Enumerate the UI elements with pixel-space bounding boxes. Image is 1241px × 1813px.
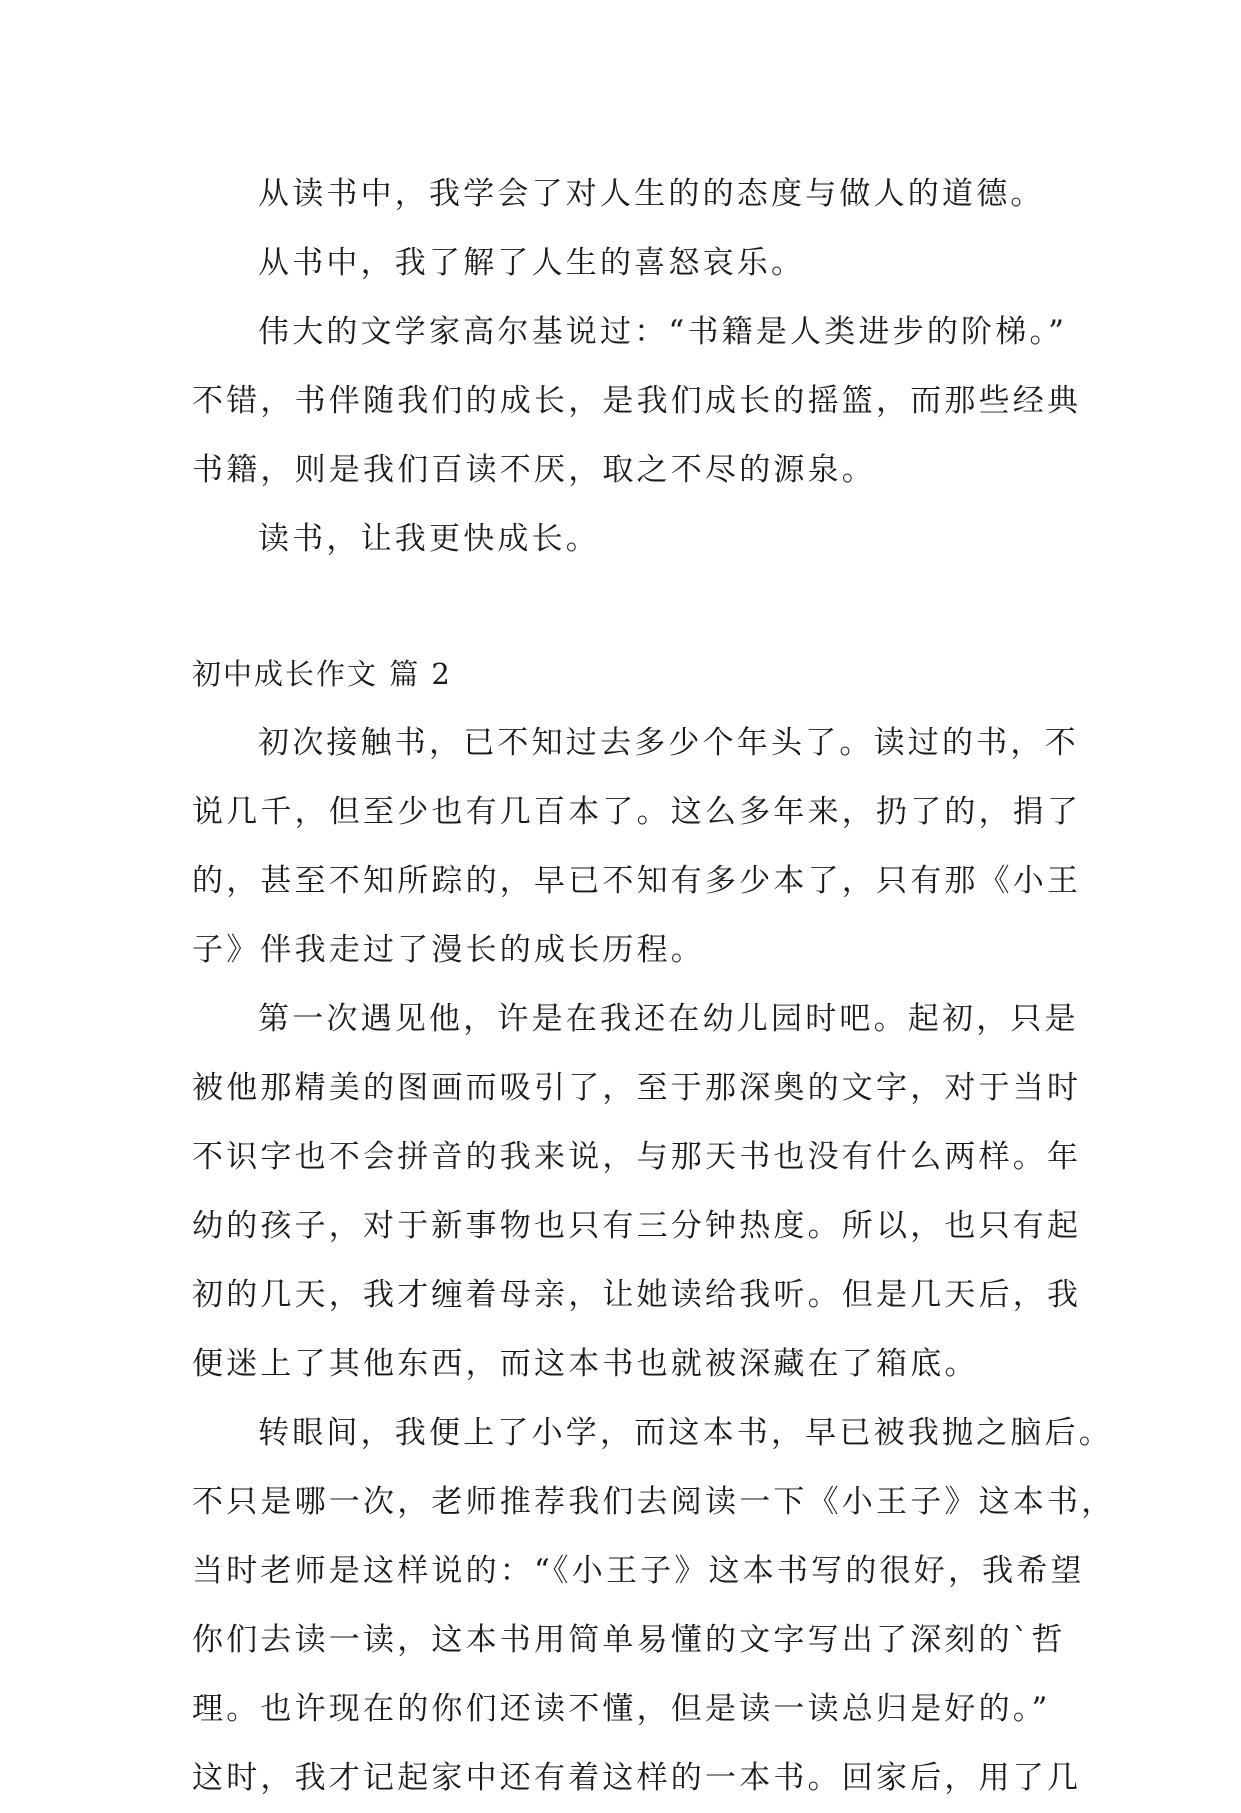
- paragraph-line: 这时，我才记起家中还有着这样的一本书。回家后，用了几: [192, 1760, 1082, 1796]
- paragraph-line: 书籍，则是我们百读不厌，取之不尽的源泉。: [192, 452, 876, 488]
- paragraph-line: 不只是哪一次，老师推荐我们去阅读一下《小王子》这本书，: [192, 1484, 1116, 1520]
- paragraph-line: 不错，书伴随我们的成长，是我们成长的摇篮，而那些经典: [192, 383, 1082, 419]
- paragraph-line: 不识字也不会拼音的我来说，与那天书也没有什么两样。年: [192, 1139, 1082, 1175]
- paragraph-line: 被他那精美的图画而吸引了，至于那深奥的文字，对于当时: [192, 1070, 1082, 1106]
- paragraph-line: 读书，让我更快成长。: [258, 521, 600, 557]
- paragraph-line: 说几千，但至少也有几百本了。这么多年来，扔了的，捐了: [192, 794, 1082, 830]
- paragraph-line: 从读书中，我学会了对人生的的态度与做人的道德。: [258, 176, 1045, 212]
- paragraph-line: 子》伴我走过了漫长的成长历程。: [192, 932, 705, 968]
- paragraph-line: 转眼间，我便上了小学，而这本书，早已被我抛之脑后。: [258, 1415, 1113, 1451]
- paragraph-line: 你们去读一读，这本书用简单易懂的文字写出了深刻的`哲: [192, 1622, 1066, 1658]
- paragraph-line: 初次接触书，已不知过去多少个年头了。读过的书，不: [258, 725, 1079, 761]
- document-page: [192, 160, 1116, 1813]
- paragraph-line: 的，甚至不知所踪的，早已不知有多少本了，只有那《小王: [192, 863, 1082, 899]
- paragraph-line: 从书中，我了解了人生的喜怒哀乐。: [258, 245, 806, 281]
- paragraph-line: 便迷上了其他东西，而这本书也就被深藏在了箱底。: [192, 1346, 979, 1382]
- paragraph-line: 第一次遇见他，许是在我还在幼儿园时吧。起初，只是: [258, 1001, 1079, 1037]
- paragraph-line: 理。也许现在的你们还读不懂，但是读一读总归是好的。”: [192, 1691, 1051, 1727]
- paragraph-line: 当时老师是这样说的：“《小王子》这本书写的很好，我希望: [192, 1553, 1085, 1589]
- paragraph-line: 幼的孩子，对于新事物也只有三分钟热度。所以，也只有起: [192, 1208, 1082, 1244]
- paragraph-line: 初的几天，我才缠着母亲，让她读给我听。但是几天后，我: [192, 1277, 1082, 1313]
- paragraph-line: 伟大的文学家高尔基说过：“书籍是人类进步的阶梯。”: [258, 314, 1068, 350]
- section-title: 初中成长作文 篇 2: [192, 657, 452, 691]
- section-gap: [192, 574, 1052, 640]
